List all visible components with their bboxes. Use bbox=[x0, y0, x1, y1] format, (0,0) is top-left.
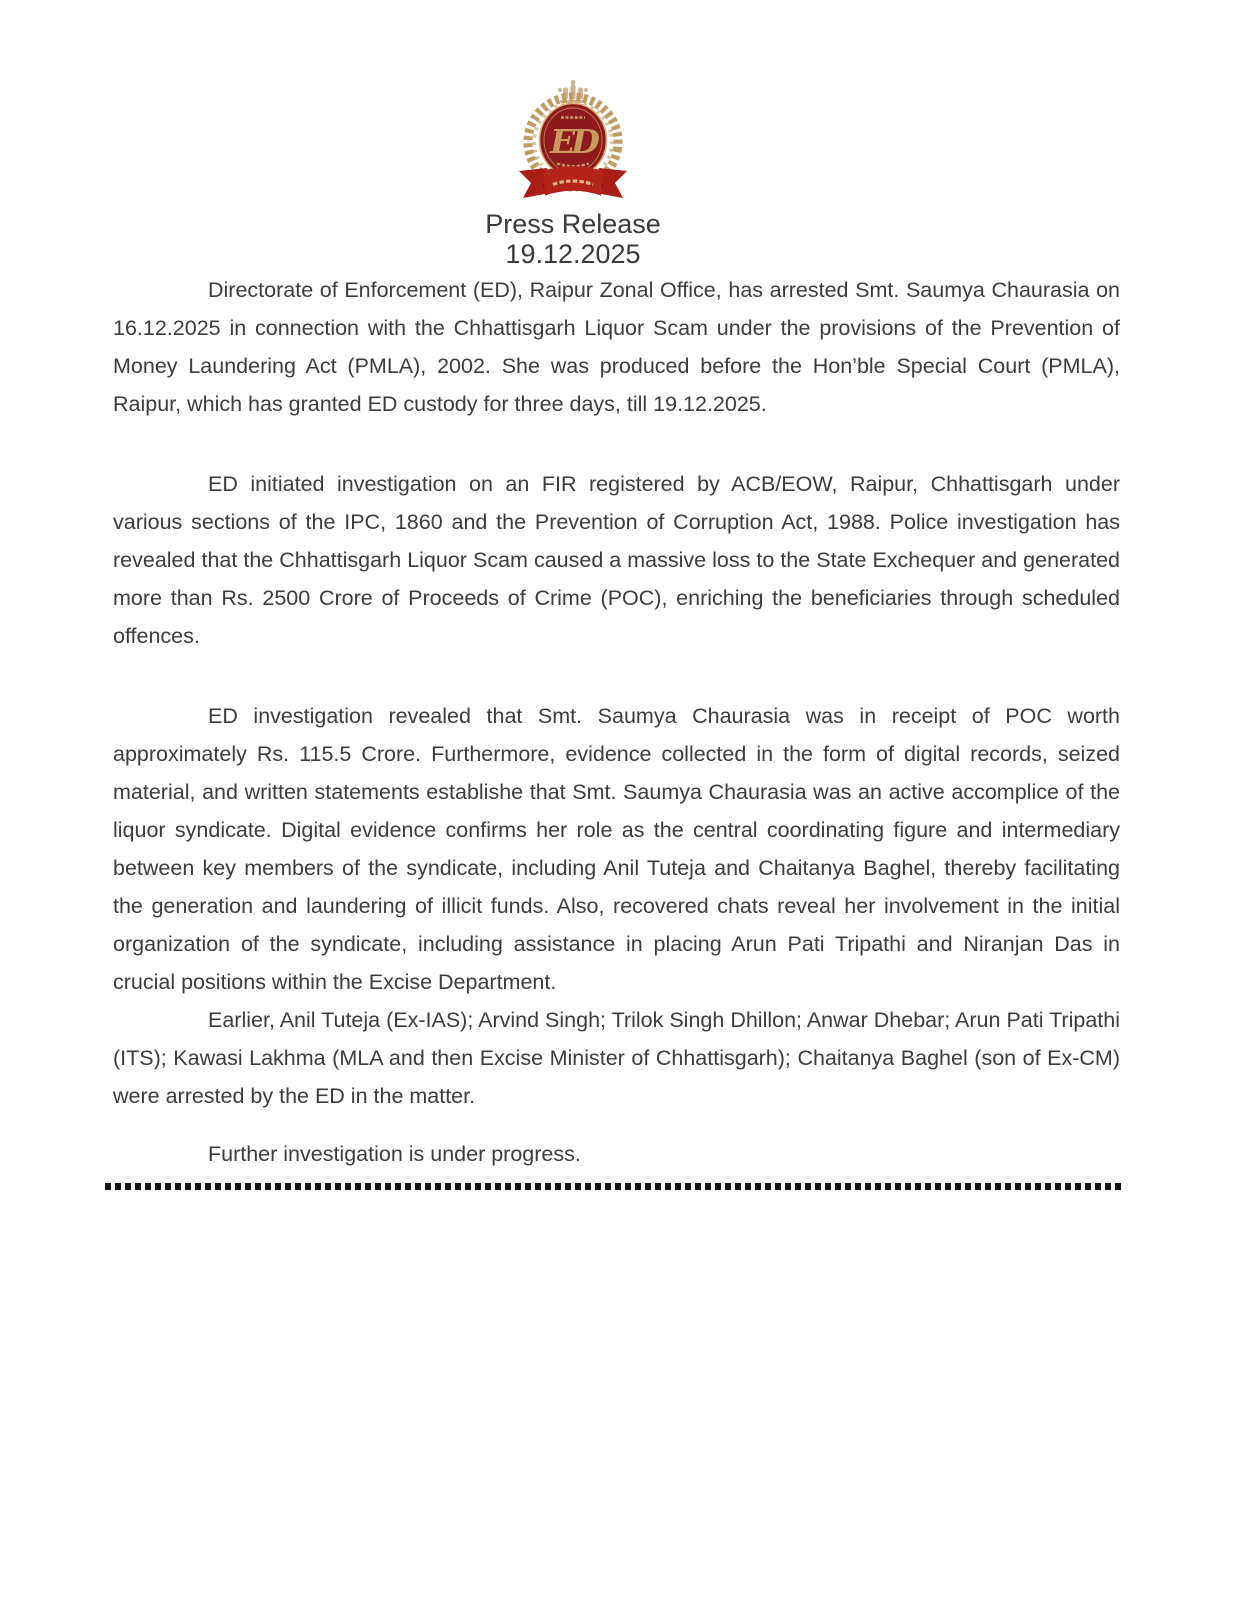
ed-oval-seal bbox=[540, 104, 607, 177]
paragraph-arrest: Directorate of Enforcement (ED), Raipur Zonal Office, has arrested Smt. Saumya Chaurasia on 16.12.2025 in connection with the Chhattisgarh Liquor Scam under the provisions of the Prevention of Money Laundering Act (PMLA), 2002. She was produced before the Hon’ble Special Court (PMLA), Raipur, which has granted ED custody for three days, till 19.12.2025. bbox=[113, 278, 1120, 416]
svg-text:ED: ED bbox=[550, 122, 596, 161]
ribbon-banner-icon bbox=[519, 166, 627, 198]
paragraph-findings: ED investigation revealed that Smt. Saumya Chaurasia was in receipt of POC worth approximately Rs. 115.5 Crore. Furthermore, evidence collected in the form of digital records, seized material, and written statements establishe that Smt. Saumya Chaurasia was an active accomplice of the liquor syndicate. Digital evidence confirms her role as the central coordinating figure and intermediary between key members of the syndicate, including Anil Tuteja and Chaitanya Baghel, thereby facilitating the generation and laundering of illicit funds. Also, recovered chats reveal her involvement in the initial organization of the syndicate, including assistance in placing Arun Pati Tripathi and Niranjan Das in crucial positions within the Excise Department. bbox=[113, 704, 1120, 994]
paragraph-prior-arrests: Earlier, Anil Tuteja (Ex-IAS); Arvind Singh; Trilok Singh Dhillon; Anwar Dhebar; Arun Pati Tripathi (ITS); Kawasi Lakhma (MLA and then Excise Minister of Chhattisgarh); Chaitanya Baghel (son of Ex-CM) were arrested by the ED in the matter. bbox=[113, 1008, 1120, 1108]
document-header bbox=[0, 0, 1146, 269]
dotted-separator bbox=[105, 1183, 1121, 1190]
page-title: Press Release bbox=[485, 209, 661, 239]
closing-line: Further investigation is under progress. bbox=[208, 1142, 581, 1166]
ed-emblem-icon bbox=[507, 76, 639, 202]
document-body bbox=[113, 271, 1120, 1190]
release-date: 19.12.2025 bbox=[505, 239, 641, 269]
paragraph-investigation-origin: ED initiated investigation on an FIR registered by ACB/EOW, Raipur, Chhattisgarh under various sections of the IPC, 1860 and the Prevention of Corruption Act, 1988. Police investigation has revealed that the Chhattisgarh Liquor Scam caused a massive loss to the State Exchequer and generated more than Rs. 2500 Crore of Proceeds of Crime (POC), enriching the beneficiaries through scheduled offences. bbox=[113, 472, 1120, 648]
